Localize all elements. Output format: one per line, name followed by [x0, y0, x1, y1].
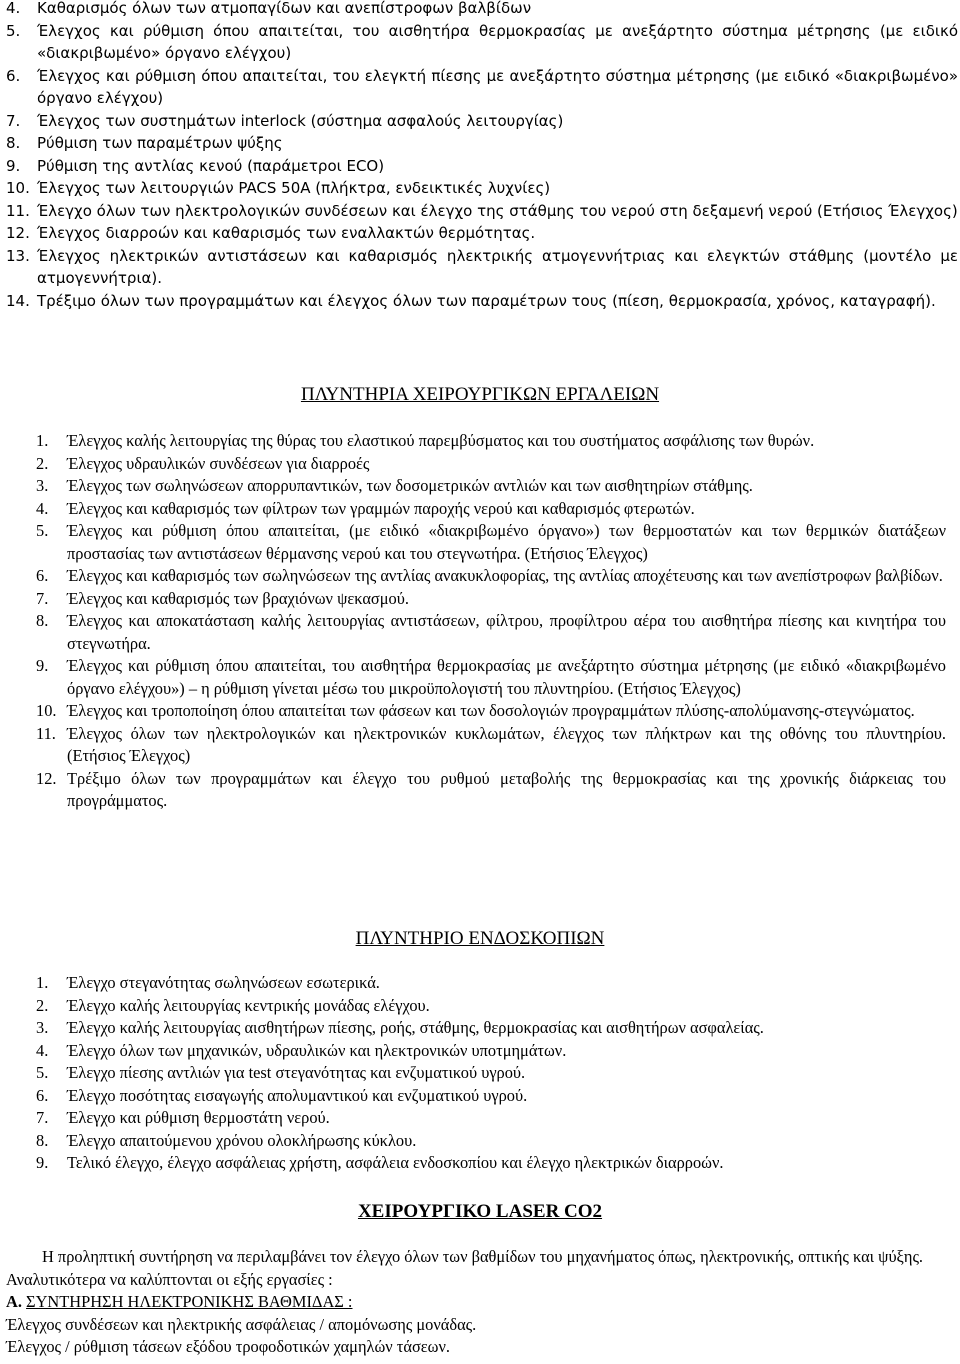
list-item: 2. Έλεγχος υδραυλικών συνδέσεων για διαρροές: [36, 453, 370, 473]
subheading-text: ΣΥΝΤΗΡΗΣΗ ΗΛΕΚΤΡΟΝΙΚΗΣ ΒΑΘΜΙΔΑΣ :: [26, 1292, 353, 1311]
list-item: 9. Έλεγχος και ρύθμιση όπου απαιτείται, του αισθητήρα θερμοκρασίας με ανεξάρτητο σύστημα μέτρησης (με ειδικό «διακριβωμένο όργανο ελέγχου») – η ρύθμιση γίνεται μέσω του μικροϋπολογιστή του πλυντηρίου. (Ετήσιος Έλεγχος): [36, 656, 946, 698]
list-item: 5. Έλεγχος και ρύθμιση όπου απαιτείται, του αισθητήρα θερμοκρασίας με ανεξάρτητο σύστημα μέτρησης (με ειδικό «διακριβωμένο» όργανο ελέγχου): [6, 21, 958, 62]
list-item: 6. Έλεγχο ποσότητας εισαγωγής απολυμαντικού και ενζυματικού υγρού.: [36, 1085, 528, 1105]
section-heading-laser: ΧΕΙΡΟΥΡΓΙΚΟ LASER CO2: [357, 1201, 603, 1222]
list-item: 7. Έλεγχος και καθαρισμός των βραχιόνων ψεκασμού.: [36, 588, 409, 608]
list-item: 3. Έλεγχο καλής λειτουργίας αισθητήρων πίεσης, ροής, στάθμης, θερμοκρασίας και αισθητήρων ασφαλείας.: [36, 1018, 764, 1037]
list-item: 4. Έλεγχο όλων των μηχανικών, υδραυλικών και ηλεκτρονικών υποτμημάτων.: [36, 1040, 567, 1060]
laser-task-line: Έλεγχος / ρύθμιση τάσεων εξόδου τροφοδοτικών χαμηλών τάσεων.: [6, 1337, 450, 1356]
list-item: 14. Τρέξιμο όλων των προγραμμάτων και έλεγχος όλων των παραμέτρων τους (πίεση, θερμοκρασία, χρόνος, καταγραφή).: [6, 291, 936, 310]
list-item: 12. Τρέξιμο όλων των προγραμμάτων και έλεγχο του ρυθμού μεταβολής της θερμοκρασίας και της χρονικής διάρκειας του προγράμματος.: [36, 768, 946, 810]
list-item: 7. Έλεγχο και ρύθμιση θερμοστάτη νερού.: [36, 1108, 330, 1127]
section-heading-washers: ΠΛΥΝΤΗΡΙΑ ΧΕΙΡΟΥΡΓΙΚΩΝ ΕΡΓΑΛΕΙΩΝ: [300, 384, 660, 405]
list-item: 7. Έλεγχος των συστημάτων interlock (σύστημα ασφαλούς λειτουργίας): [6, 111, 564, 130]
section-heading-endoscope-washer: ΠΛΥΝΤΗΡΙΟ ΕΝΔΟΣΚΟΠΙΩΝ: [355, 928, 605, 949]
list-item: 1. Έλεγχο στεγανότητας σωληνώσεων εσωτερικά.: [36, 973, 380, 992]
list-item: 8. Έλεγχο απαιτούμενου χρόνου ολοκλήρωσης κύκλου.: [36, 1130, 417, 1150]
list-item: 13. Έλεγχος ηλεκτρικών αντιστάσεων και καθαρισμός ηλεκτρικής ατμογεννήτριας και ελεγκτών στάθμης (μοντέλο με ατμογεννήτρια).: [6, 246, 958, 287]
list-item: 5. Έλεγχο πίεσης αντλιών για test στεγανότητας και ενζυματικού υγρού.: [36, 1063, 526, 1082]
laser-section: [6, 1246, 956, 1359]
list-item: 2. Έλεγχο καλής λειτουργίας κεντρικής μονάδας ελέγχου.: [36, 995, 430, 1015]
list-item: 4. Έλεγχος και καθαρισμός των φίλτρων των γραμμών παροχής νερού και καθαρισμός φτερωτών.: [36, 498, 695, 518]
list-item: 9. Ρύθμιση της αντλίας κενού (παράμετροι ECO): [6, 156, 385, 175]
endoscope-washer-checklist: [36, 972, 946, 1175]
list-item: 10. Έλεγχος των λειτουργιών PACS 50A (πλήκτρα, ενδεικτικές λυχνίες): [6, 179, 551, 197]
list-item: 9. Τελικό έλεγχο, έλεγχο ασφάλειας χρήστη, ασφάλεια ενδοσκοπίου και έλεγχο ηλεκτρικών διαρροών.: [36, 1153, 724, 1172]
list-item: 5. Έλεγχος και ρύθμιση όπου απαιτείται, (με ειδικό «διακριβωμένο όργανο») των θερμοστατών και των θερμικών διατάξεων προστασίας των αντιστάσεων θέρμανσης νερού και του στεγνωτήρα. (Ετήσιος Έλεγχος): [36, 521, 946, 563]
laser-subheading: [6, 1291, 956, 1314]
list-item: 4. Καθαρισμός όλων των ατμοπαγίδων και ανεπίστροφων βαλβίδων: [6, 0, 532, 17]
list-item: 8. Ρύθμιση των παραμέτρων ψύξης: [6, 134, 283, 152]
washers-checklist: [36, 430, 946, 813]
maintenance-list-continued: [6, 0, 958, 312]
list-item: 12. Έλεγχος διαρροών και καθαρισμός των εναλλακτών θερμότητας.: [6, 224, 536, 242]
list-item: 6. Έλεγχος και ρύθμιση όπου απαιτείται, του ελεγκτή πίεσης με ανεξάρτητο σύστημα μέτρησης (με ειδικό «διακριβωμένο» όργανο ελέγχου): [6, 66, 958, 107]
list-item: 1. Έλεγχος καλής λειτουργίας της θύρας του ελαστικού παρεμβύσματος και του συστήματος ασφάλισης των θυρών.: [36, 431, 815, 450]
list-item: 11. Έλεγχο όλων των ηλεκτρολογικών συνδέσεων και έλεγχο της στάθμης του νερού στη δεξαμενή νερού (Ετήσιος Έλεγχος): [6, 201, 958, 220]
list-item: 6. Έλεγχος και καθαρισμός των σωληνώσεων της αντλίας ανακυκλοφορίας, της αντλίας αποχέτευσης και των ανεπίστροφων βαλβίδων.: [36, 566, 943, 585]
list-item: 11. Έλεγχος όλων των ηλεκτρολογικών και ηλεκτρονικών κυκλωμάτων, έλεγχος των πλήκτρων και της οθόνης του πλυντηρίου. (Ετήσιος Έλεγχος): [36, 723, 946, 765]
laser-intro-paragraph: Η προληπτική συντήρηση να περιλαμβάνει τον έλεγχο όλων των βαθμίδων του μηχανήματος όπως, ηλεκτρονικής, οπτικής και ψύξης. Αναλυτικότερα να καλύπτονται οι εξής εργασίες :: [6, 1247, 924, 1289]
list-item: 3. Έλεγχος των σωληνώσεων απορρυπαντικών, των δοσομετρικών αντλιών και των αισθητηρίων στάθμης.: [36, 476, 753, 495]
list-item: 10. Έλεγχος και τροποποίηση όπου απαιτείται των φάσεων και των δοσολογιών προγραμμάτων πλύσης-απολύμανσης-στεγνώματος.: [36, 701, 915, 720]
subheading-letter: Α.: [6, 1292, 22, 1311]
list-item: 8. Έλεγχος και αποκατάσταση καλής λειτουργίας αντιστάσεων, φίλτρου, προφίλτρου αέρα του αισθητήρα πίεσης και κινητήρα του στεγνωτήρα.: [36, 611, 946, 653]
laser-task-line: Έλεγχος συνδέσεων και ηλεκτρικής ασφάλειας / απομόνωσης μονάδας.: [6, 1314, 477, 1334]
